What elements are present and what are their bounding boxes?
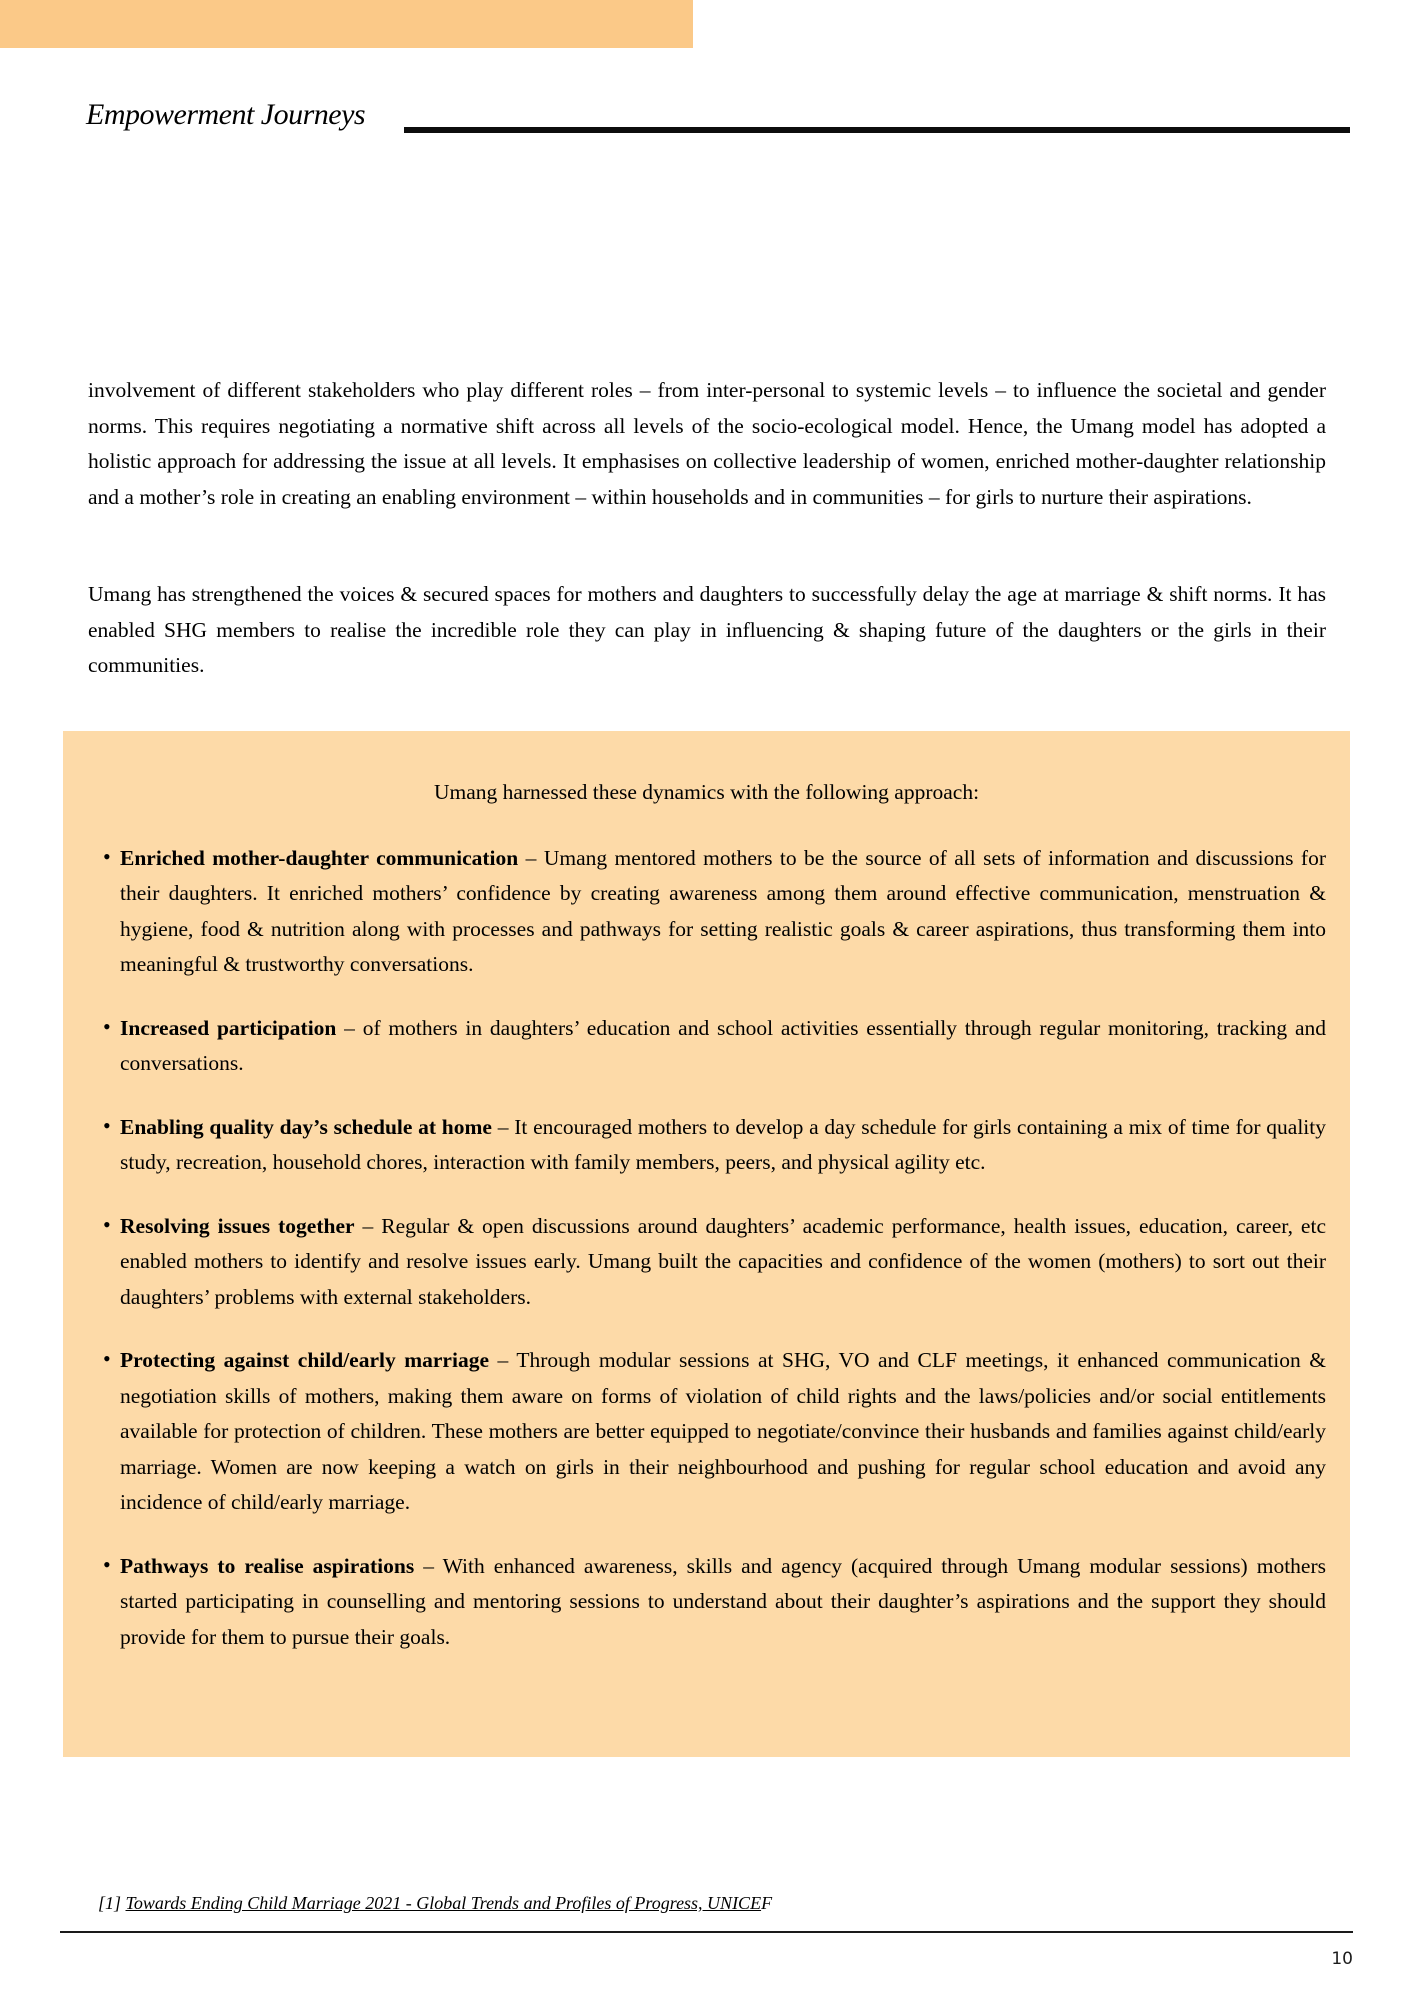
paragraph-1: involvement of different stakeholders who play different roles – from inter-personal to systemic levels – to influence the societal and gender norms. This requires negotiating a normative shift across all levels of the socio-ecological model. Hence, the Umang model has adopted a holistic approach for addressing the issue at all levels. It emphasises on collective leadership of women, enriched mother-daughter relationship and a mother’s role in creating an enabling environment – within households and in communities – for girls to nurture their aspirations.: [88, 378, 1326, 509]
footnote-marker: [1]: [98, 1893, 126, 1913]
bullet-icon: •: [103, 1013, 111, 1039]
list-item-lead: Enabling quality day’s schedule at home: [120, 1114, 492, 1139]
list-item-text: – With enhanced awareness, skills and agency (acquired through Umang modular sessions) mothers started participating in counselling and mentoring sessions to understand about their daughter’s aspirations and the support they should provide for them to pursue their goals.: [120, 1553, 1327, 1649]
footnote: [98, 1893, 772, 1914]
list-item-lead: Resolving issues together: [120, 1213, 355, 1238]
list-item-text: – It encouraged mothers to develop a day schedule for girls containing a mix of time for quality study, recreation, household chores, interaction with family members, peers, and physical agility etc.: [120, 1114, 1326, 1174]
list-item-resolving-issues: [103, 1209, 1326, 1316]
list-item-increased-participation: [103, 1011, 1326, 1082]
list-item-enriched-communication: [103, 841, 1326, 983]
paragraph-2: Umang has strengthened the voices & secured spaces for mothers and daughters to successfully delay the age at marriage & shift norms. It has enabled SHG members to realise the incredible role they can play in influencing & shaping future of the daughters or the girls in their communities.: [88, 582, 1326, 677]
footnote-reference-link[interactable]: Towards Ending Child Marriage 2021 - Global Trends and Profiles of Progress, UNICE: [125, 1893, 762, 1913]
page-number: 10: [1331, 1949, 1353, 1969]
list-item-lead: Pathways to realise aspirations: [120, 1553, 415, 1578]
list-item-lead: Protecting against child/early marriage: [120, 1348, 489, 1372]
list-item-quality-day-schedule: [103, 1110, 1326, 1181]
list-item-text: – Regular & open discussions around daughters’ academic performance, health issues, education, career, etc enabled mothers to identify and resolve issues early. Umang built the capacities and confidence of the women (mothers) to sort out their daughters’ problems with external stakeholders.: [120, 1213, 1326, 1309]
approach-box-heading: Umang harnessed these dynamics with the following approach:: [433, 780, 980, 804]
list-item-lead: Increased participation: [120, 1015, 337, 1040]
list-item-pathways-aspirations: [103, 1549, 1326, 1656]
approach-box: [63, 731, 1350, 1757]
footnote-suffix: F: [761, 1893, 773, 1913]
list-item-text: – Through modular sessions at SHG, VO and CLF meetings, it enhanced communication & negotiation skills of mothers, making them aware on forms of violation of child rights and the laws/policies and/or social entitlements available for protection of children. These mothers are better equipped to negotiate/convince their husbands and families against child/early marriage. Women are now keeping a watch on girls in their neighbourhood and pushing for regular school education and avoid any incidence of child/early marriage.: [120, 1348, 1326, 1514]
top-accent-bar: [0, 0, 693, 48]
list-item-lead: Enriched mother-daughter communication: [120, 845, 519, 870]
title-rule: [404, 127, 1350, 133]
bullet-icon: •: [103, 1112, 111, 1138]
list-item-text: – of mothers in daughters’ education and school activities essentially through regular monitoring, tracking and conversations.: [120, 1015, 1326, 1075]
page-title: Empowerment Journeys: [86, 98, 366, 131]
footer-rule: [60, 1931, 1353, 1933]
bullet-icon: •: [103, 1551, 111, 1577]
bullet-icon: •: [103, 843, 111, 869]
bullet-icon: •: [103, 1346, 111, 1371]
approach-list: [63, 841, 1350, 1656]
list-item-text: – Umang mentored mothers to be the source of all sets of information and discussions for their daughters. It enriched mothers’ confidence by creating awareness among them around effective communication, menstruation & hygiene, food & nutrition along with processes and pathways for setting realistic goals & career aspirations, thus transforming them into meaningful & trustworthy conversations.: [120, 845, 1327, 976]
list-item-protecting-against-child-marriage: [103, 1343, 1326, 1521]
bullet-icon: •: [103, 1211, 111, 1237]
